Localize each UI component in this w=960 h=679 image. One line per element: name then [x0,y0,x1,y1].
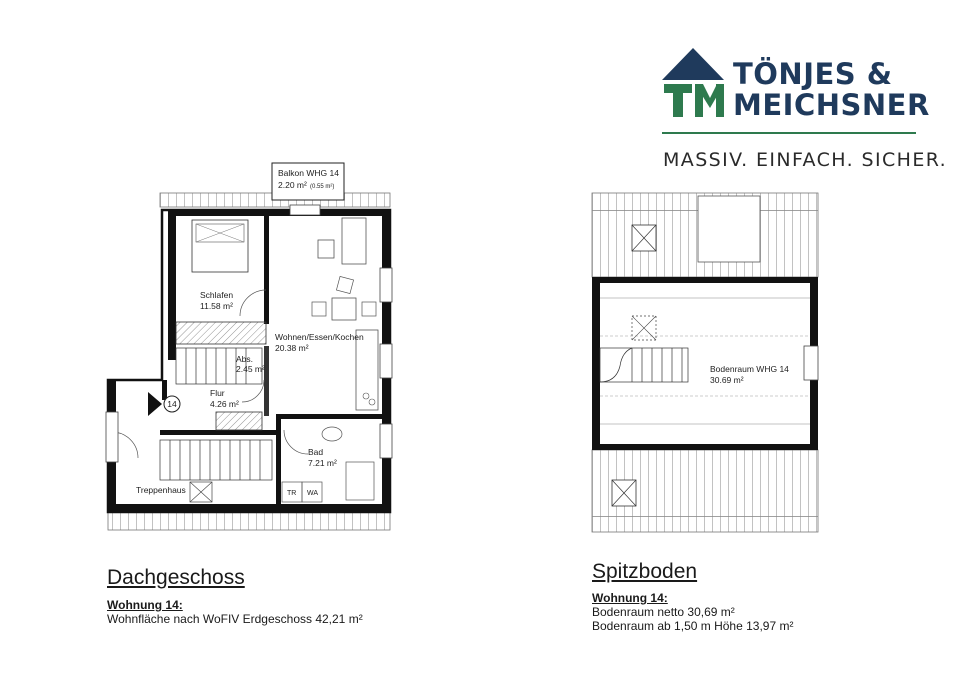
dachgeschoss-plan [106,163,392,530]
spitzboden-info-line-2: Bodenraum ab 1,50 m Höhe 13,97 m² [592,619,794,633]
balcony-area-extra: (0.55 m²) [310,184,335,190]
entrance-arrow-icon [148,392,162,416]
balcony-area: 2.20 m² [278,180,307,190]
room-bodenraum-area: 30.69 m² [710,375,744,385]
room-bad-name: Bad [308,447,324,457]
appliance-wa: WA [307,490,319,497]
appliance-tr: TR [287,490,297,497]
room-wohnen-area: 20.38 m² [275,343,309,353]
room-bad-area: 7.21 m² [308,458,337,468]
room-schlafen-area: 11.58 m² [200,301,233,311]
brand-tagline: MASSIV. EINFACH. SICHER. [663,149,948,171]
room-treppenhaus-name: Treppenhaus [136,485,186,495]
dachgeschoss-unit-label: Wohnung 14: [107,598,183,612]
spitzboden-title: Spitzboden [592,560,698,583]
room-bodenraum-name: Bodenraum WHG 14 [710,364,789,374]
room-abs-area: 2.45 m² [236,364,265,374]
room-flur-name: Flur [210,388,225,398]
spitzboden-plan [592,193,818,532]
dachgeschoss-title: Dachgeschoss [107,566,245,589]
room-schlafen-name: Schlafen [200,290,234,300]
balcony-name: Balkon WHG 14 [278,168,339,178]
room-flur-area: 4.26 m² [210,399,239,409]
dachgeschoss-info-line-1: Wohnfläche nach WoFIV Erdgeschoss 42,21 m² [107,612,363,626]
brand-name-line2: MEICHSNER [733,88,930,122]
brand-name-line1: TÖNJES & [733,57,893,91]
spitzboden-unit-label: Wohnung 14: [592,591,668,605]
room-wohnen-name: Wohnen/Essen/Kochen [275,332,364,342]
room-abs-name: Abs. [236,354,254,364]
spitzboden-info-line-1: Bodenraum netto 30,69 m² [592,605,735,619]
entrance-number: 14 [167,399,177,409]
